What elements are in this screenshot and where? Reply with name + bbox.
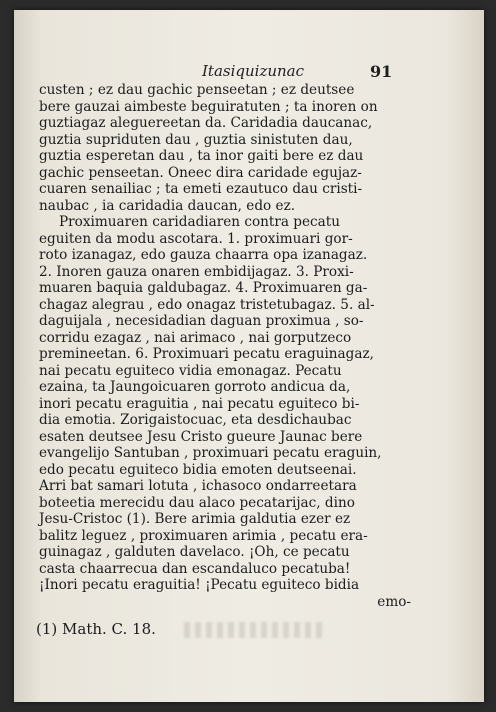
footnote: (1) Math. C. 18. bbox=[36, 620, 156, 638]
text-line: guztia supriduten dau , guztia sinistuten dau, bbox=[39, 131, 353, 148]
text-line: premineetan. 6. Proximuari pecatu eraguinagaz, bbox=[39, 346, 374, 362]
text-line: evangelijo Santuban , proximuari pecatu eraguin, bbox=[39, 445, 382, 461]
running-title: Itasiquizunac bbox=[202, 62, 305, 80]
text-line: casta chaarrecua dan escandaluco pecatuba! bbox=[39, 560, 351, 577]
page-number: 91 bbox=[370, 62, 393, 81]
text-line: dia emotia. Zorigaistocuac, eta desdichaubac bbox=[39, 412, 352, 428]
text-line: bere gauzai aimbeste beguiratuten ; ta inoren on bbox=[39, 98, 378, 115]
text-line: Proximuaren caridadiaren contra pecatu bbox=[59, 214, 340, 230]
text-line: boteetia merecidu dau alaco pecatarijac, dino bbox=[39, 494, 355, 511]
page-header bbox=[14, 62, 484, 82]
book-page bbox=[14, 10, 484, 702]
text-line: guztiagaz aleguereetan da. Caridadia daucanac, bbox=[39, 115, 373, 131]
catchword: emo- bbox=[377, 593, 411, 610]
text-line: muaren baquia galdubagaz. 4. Proximuaren ga- bbox=[39, 280, 368, 296]
text-line: chagaz alegrau , edo onagaz tristetubagaz. 5. al- bbox=[39, 296, 375, 313]
bleed-through-shadow bbox=[184, 622, 324, 638]
text-line: custen ; ez dau gachic penseetan ; ez deutsee bbox=[39, 82, 355, 98]
body-text bbox=[39, 82, 411, 610]
text-line: corridu ezagaz , nai arimaco , nai gorputzeco bbox=[39, 329, 352, 346]
text-line: esaten deutsee Jesu Cristo gueure Jaunac bere bbox=[39, 428, 363, 445]
text-line: daguijala , necesidadian daguan proximua , so- bbox=[39, 313, 364, 329]
text-line: Arri bat samari lotuta , ichasoco ondarreetara bbox=[39, 478, 357, 494]
text-line: guztia esperetan dau , ta inor gaiti bere ez dau bbox=[39, 148, 364, 164]
text-line: eguiten da modu ascotara. 1. proximuari gor- bbox=[39, 230, 353, 247]
text-line: naubac , ia caridadia daucan, edo ez. bbox=[39, 197, 296, 214]
text-line: gachic penseetan. Oneec dira caridade egujaz- bbox=[39, 164, 362, 181]
text-line: 2. Inoren gauza onaren embidijagaz. 3. Proxi- bbox=[39, 263, 354, 280]
text-line: edo pecatu eguiteco bidia emoten deutseenai. bbox=[39, 461, 357, 478]
text-line: guinagaz , galduten davelaco. ¡Oh, ce pecatu bbox=[39, 544, 350, 560]
text-line: Jesu-Cristoc (1). Bere arimia galdutia ezer ez bbox=[39, 511, 351, 527]
text-line: nai pecatu eguiteco vidia emonagaz. Pecatu bbox=[39, 362, 342, 379]
text-line: ¡Inori pecatu eraguitia! ¡Pecatu eguiteco bidia bbox=[39, 577, 360, 593]
text-line: balitz leguez , proximuaren arimia , pecatu era- bbox=[39, 527, 368, 544]
text-line: roto izanagaz, edo gauza chaarra opa izanagaz. bbox=[39, 247, 368, 263]
text-line: ezaina, ta Jaungoicuaren gorroto andicua da, bbox=[39, 379, 351, 395]
text-line: cuaren senailiac ; ta emeti ezautuco dau cristi- bbox=[39, 181, 363, 197]
text-line: inori pecatu eraguitia , nai pecatu eguiteco bi- bbox=[39, 395, 360, 412]
